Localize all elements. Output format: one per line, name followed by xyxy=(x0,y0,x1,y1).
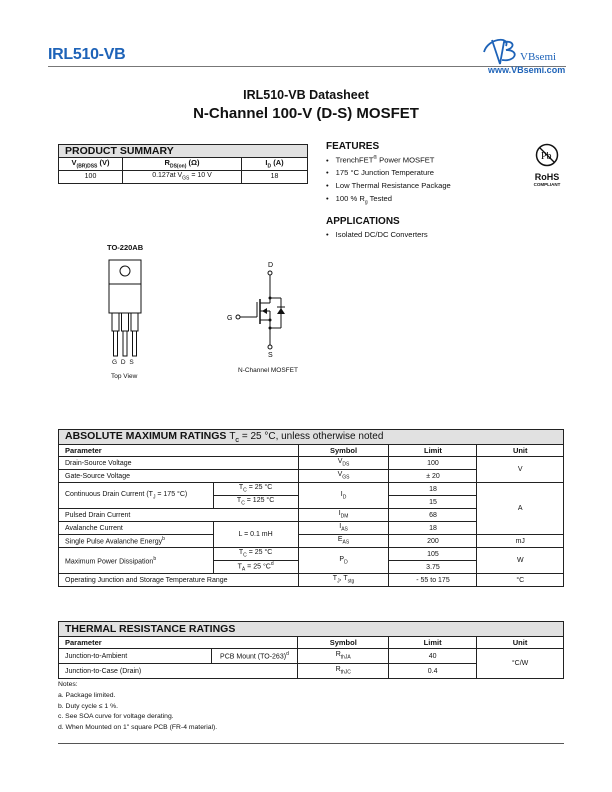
cell: 18 xyxy=(242,170,308,183)
top-view-label: Top View xyxy=(111,373,138,380)
features-section xyxy=(326,141,451,243)
svg-text:D: D xyxy=(268,262,274,269)
footer-divider xyxy=(58,743,564,744)
rohs-compliant: COMPLIANT xyxy=(533,182,561,187)
cell: 0.127at $V_{GS} = 10$ V xyxy=(123,170,242,183)
col-header: Unit xyxy=(477,637,564,649)
table-row: Drain-Source Voltage $V_{DS}$ 100 V xyxy=(59,457,564,470)
table-title: PRODUCT SUMMARY xyxy=(59,145,308,158)
pin-labels: G D S xyxy=(112,359,134,366)
table-row: Pulsed Drain Current $I_{DM}$ 68 xyxy=(59,509,564,522)
svg-text:G: G xyxy=(227,315,233,322)
svg-text:VBsemi: VBsemi xyxy=(520,51,557,63)
col-header: Symbol xyxy=(298,445,389,457)
feature-item: • 100 % $R_g$ Tested xyxy=(326,194,451,207)
table-row: Junction-to-Case (Drain) $R_{thJC}$ 0.4 xyxy=(59,664,564,679)
feature-item: • TrenchFET® Power MOSFET xyxy=(326,155,451,168)
device-title: N-Channel 100-V (D-S) MOSFET xyxy=(193,105,419,122)
mosfet-schematic xyxy=(225,258,295,363)
vbsemi-logo xyxy=(480,36,570,66)
table-row: Maximum Power Dissipation$^b$ $T_C = 25$ °C $P_D$ 105 W xyxy=(59,548,564,561)
table-row: $T_A = 25$ $^\circ C^d$ 3.75 xyxy=(59,561,564,574)
col-header: Limit xyxy=(389,637,477,649)
col-header: Limit xyxy=(389,445,477,457)
absolute-maximum-ratings-table xyxy=(58,429,564,587)
datasheet-title: IRL510-VB Datasheet xyxy=(243,88,369,102)
schematic-caption: N-Channel MOSFET xyxy=(238,367,298,374)
cell: 100 xyxy=(59,170,123,183)
note-item: b. Duty cycle ≤ 1 %. xyxy=(58,702,119,710)
rohs-label: RoHS xyxy=(534,172,560,182)
application-item: • Isolated DC/DC Converters xyxy=(326,230,451,243)
product-summary-table xyxy=(58,144,308,184)
col-header: Parameter xyxy=(59,445,299,457)
note-item: d. When Mounted on 1" square PCB (FR-4 material). xyxy=(58,724,218,732)
website-link[interactable]: www.VBsemi.com xyxy=(488,65,566,75)
thermal-resistance-table xyxy=(58,621,564,679)
svg-text:S: S xyxy=(268,352,273,359)
feature-item: • 175 °C Junction Temperature xyxy=(326,168,451,181)
features-heading: FEATURES xyxy=(326,141,380,152)
note-item: a. Package limited. xyxy=(58,691,116,699)
table-row: Operating Junction and Storage Temperature Range $T_J$, $T_{stg}$ - 55 to 175 °C xyxy=(59,574,564,587)
col-header: Parameter xyxy=(59,637,298,649)
package-name: TO-220AB xyxy=(107,243,144,252)
note-item: c. See SOA curve for voltage derating. xyxy=(58,713,174,721)
col-header: $I_D$ (A) xyxy=(242,158,308,171)
pb-free-icon xyxy=(535,143,559,167)
table-title: THERMAL RESISTANCE RATINGS xyxy=(59,622,564,637)
table-row: Gate-Source Voltage $V_{GS}$ ± 20 xyxy=(59,470,564,483)
table-row: Junction-to-Ambient PCB Mount $(TO-263)^d$ $R_{thJA}$ 40 °C/W xyxy=(59,649,564,664)
col-header: Unit xyxy=(477,445,564,457)
applications-heading: APPLICATIONS xyxy=(326,216,400,227)
col-header: $V_{(BR)DSS}$ (V) xyxy=(59,158,123,171)
table-row: Single Pulse Avalanche Energy$^b$ $E_{AS}$ 200 mJ xyxy=(59,535,564,548)
table-row: $T_C = 125$ °C 15 xyxy=(59,496,564,509)
feature-item: • Low Thermal Resistance Package xyxy=(326,181,451,194)
table-row: Continuous Drain Current ($T_J = 175$ °C) $T_C = 25$ °C $I_D$ 18 A xyxy=(59,483,564,496)
to220-package-drawing xyxy=(100,258,150,368)
notes-heading: Notes: xyxy=(58,681,78,688)
rohs-badge xyxy=(527,143,567,187)
table-row: Avalanche Current L = 0.1 mH $I_{AS}$ 18 xyxy=(59,522,564,535)
part-number: IRL510-VB xyxy=(48,46,126,63)
col-header: $R_{DS(on)}$ (Ω) xyxy=(123,158,242,171)
svg-text:Pb: Pb xyxy=(541,151,552,162)
notes xyxy=(58,680,217,734)
table-title: ABSOLUTE MAXIMUM RATINGS $T_C = 25$ °C, unless otherwise noted xyxy=(59,430,564,445)
col-header: Symbol xyxy=(298,637,389,649)
